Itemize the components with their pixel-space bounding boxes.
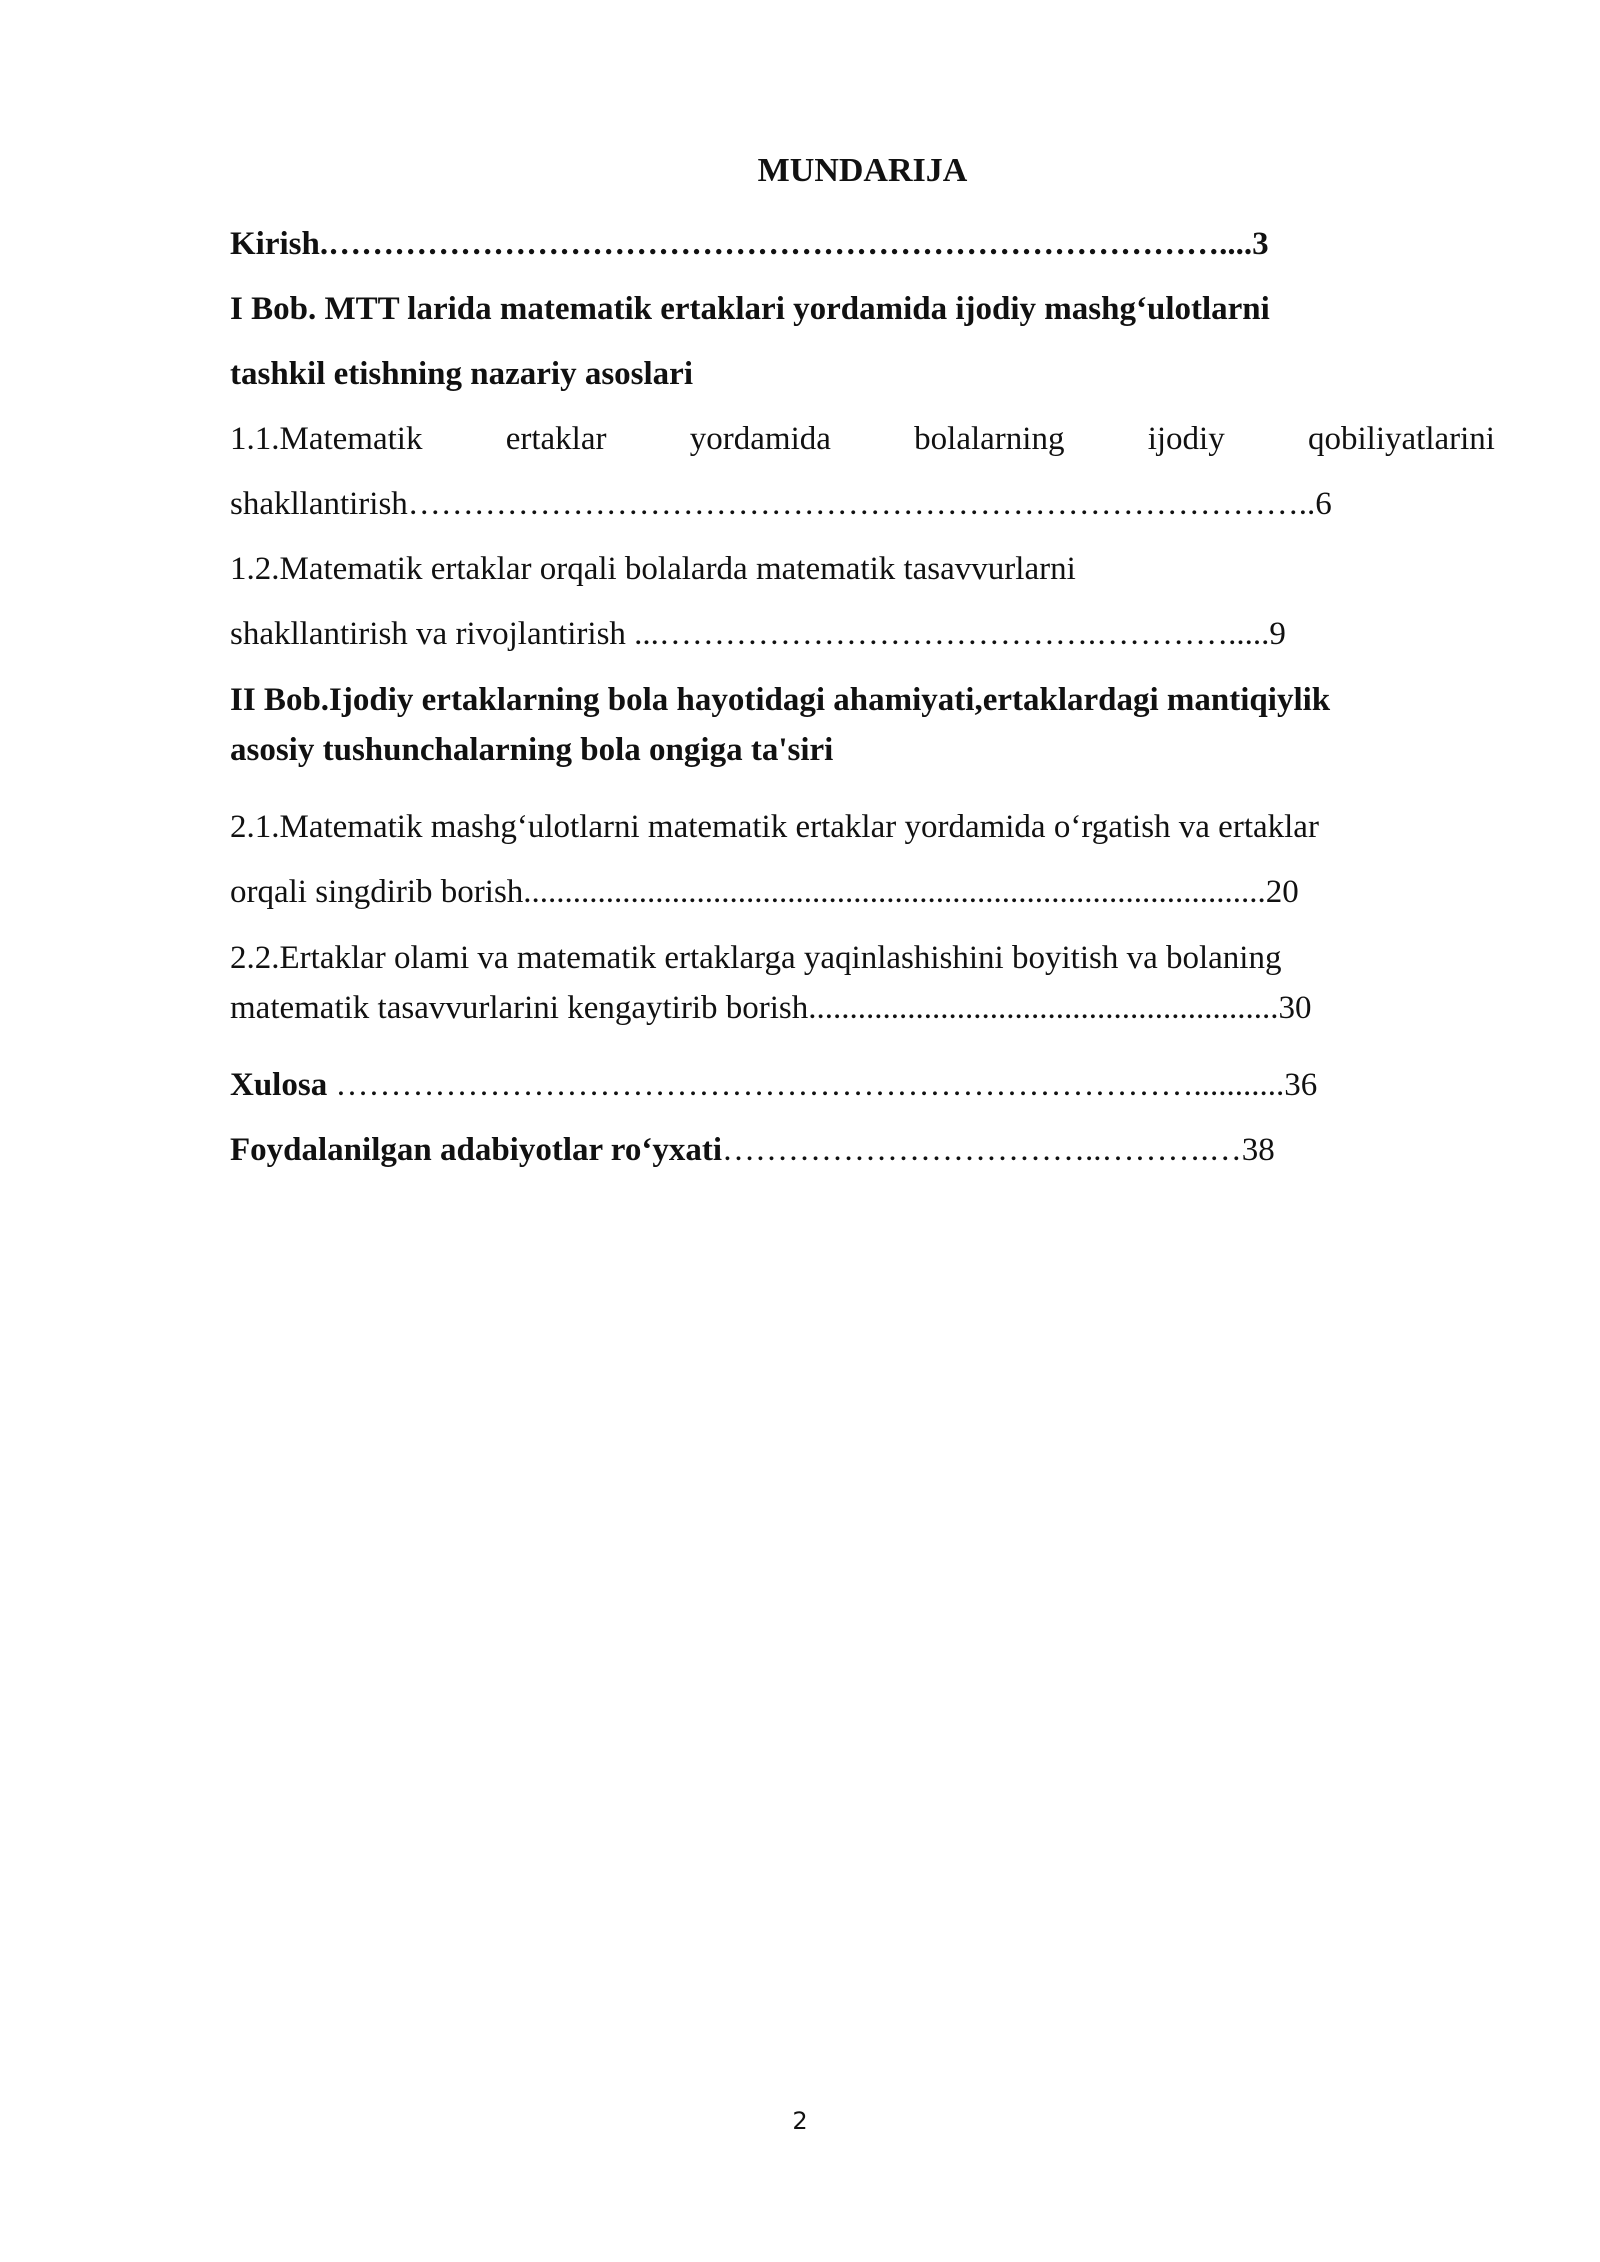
toc-entry-adabiyotlar-label: Foydalanilgan adabiyotlar ro‘yxati (230, 1132, 723, 1168)
toc-word: yordamida (689, 421, 831, 457)
toc-word: 1.1.Matematik (230, 421, 423, 457)
toc-title: MUNDARIJA (757, 152, 968, 189)
toc-chapter1-line1: I Bob. MTT larida matematik ertaklari yordamida ijodiy mashg‘ulotlarni (230, 291, 1270, 327)
toc-section-1-1-line1 (230, 407, 1495, 472)
toc-section-2-2-line1: 2.2.Ertaklar olami va matematik ertaklarga yaqinlashishini boyitish va bolaning (230, 940, 1282, 976)
toc-chapter2-line2: asosiy tushunchalarning bola ongiga ta'siri (230, 732, 834, 768)
toc-section-1-2-line1: 1.2.Matematik ertaklar orqali bolalarda matematik tasavvurlarni (230, 551, 1076, 587)
toc-chapter2-line1: II Bob.Ijodiy ertaklarning bola hayotidagi ahamiyati,ertaklardagi mantiqiylik (230, 682, 1331, 718)
toc-word: ijodiy (1147, 421, 1225, 457)
toc-entry-kirish: Kirish.………………………………………………………………………....3 (230, 226, 1269, 262)
toc-word: ertaklar (505, 421, 607, 457)
toc-section-1-2-line2: shakllantirish va rivojlantirish ...………………………………….………….....9 (230, 616, 1286, 652)
toc-entry-xulosa-dots: ……………………………………………………………………...........36 (327, 1067, 1318, 1103)
toc-entry-adabiyotlar-dots: ……………………………..……….…38 (722, 1132, 1275, 1168)
toc-word: bolalarning (914, 421, 1065, 457)
table-of-contents (230, 150, 1495, 1183)
page-number: 2 (792, 2107, 808, 2135)
toc-section-2-1-line1: 2.1.Matematik mashg‘ulotlarni matematik ertaklar yordamida o‘rgatish va ertaklar (230, 809, 1319, 845)
toc-section-2-1-line2: orqali singdirib borish..........................................................................................20 (230, 874, 1299, 910)
toc-section-1-1-line2: shakllantirish………………………………………………………………………..6 (230, 486, 1332, 522)
toc-word: qobiliyatlarini (1308, 421, 1495, 457)
toc-chapter1-line2: tashkil etishning nazariy asoslari (230, 356, 693, 392)
toc-entry-xulosa (230, 1053, 1495, 1118)
toc-entry-adabiyotlar (230, 1118, 1495, 1183)
toc-section-2-2-line2: matematik tasavvurlarini kengaytirib borish.........................................................30 (230, 990, 1312, 1026)
toc-entry-xulosa-label: Xulosa (230, 1067, 328, 1103)
